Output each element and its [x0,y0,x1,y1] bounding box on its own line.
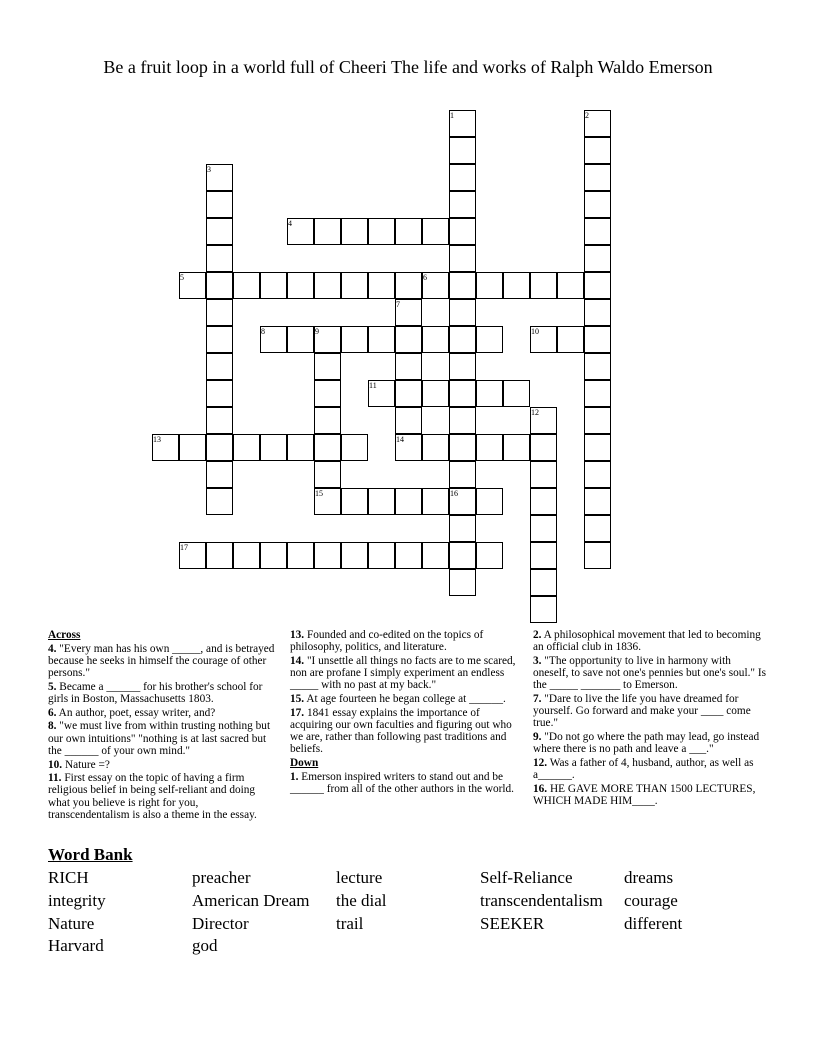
grid-cell[interactable] [503,380,530,407]
grid-cell[interactable] [206,380,233,407]
grid-cell[interactable] [314,407,341,434]
grid-cell[interactable] [395,380,422,407]
clue-across-4: 4. "Every man has his own _____, and is betrayed because he seeks in himself the courage of other persons." [48,642,275,680]
grid-cell[interactable] [233,434,260,461]
word-bank-word: Harvard [48,936,104,955]
grid-cell[interactable] [206,488,233,515]
grid-cell[interactable] [206,461,233,488]
grid-cell[interactable] [584,515,611,542]
clue-number: 6 [423,273,427,282]
clue-across-5: 5. Became a ______ for his brother's school for girls in Boston, Massachusetts 1803. [48,680,263,706]
grid-cell[interactable] [449,218,476,245]
clue-across-13: 13. Founded and co-edited on the topics of philosophy, politics, and literature. [290,629,484,654]
word-bank-word: Nature [48,914,95,933]
grid-cell[interactable] [206,245,233,272]
grid-cell[interactable] [341,434,368,461]
clue-down-12: 12. Was a father of 4, husband, author, as well as a______. [533,757,754,782]
word-bank-word: SEEKER [480,914,545,933]
grid-cell[interactable] [584,488,611,515]
grid-cell[interactable] [530,461,557,488]
grid-cell[interactable] [584,137,611,164]
clue-number: 2 [585,111,589,120]
grid-cell[interactable] [422,380,449,407]
grid-cell[interactable] [233,272,260,299]
grid-cell[interactable] [530,434,557,461]
grid-cell[interactable] [476,434,503,461]
grid-cell[interactable] [530,569,557,596]
clue-number: 7 [396,300,400,309]
word-bank-word: lecture [336,868,383,887]
grid-cell[interactable] [233,542,260,569]
clue-down-1: 1. Emerson inspired writers to stand out and be ______ from all of the other authors in the world. [290,770,515,795]
grid-cell[interactable] [584,407,611,434]
grid-cell[interactable] [503,272,530,299]
clue-across-11: 11. First essay on the topic of having a firm religious belief in being self-reliant and doing what you believe is right for you, transcendentalism is also a theme in the essay. [48,772,257,821]
grid-cell[interactable] [395,353,422,380]
word-bank-word: American Dream [192,891,310,910]
grid-cell[interactable] [530,272,557,299]
grid-cell[interactable] [530,515,557,542]
grid-cell[interactable] [449,245,476,272]
grid-cell[interactable] [395,218,422,245]
grid-cell[interactable] [476,542,503,569]
grid-cell[interactable] [395,542,422,569]
grid-cell[interactable] [584,326,611,353]
grid-cell[interactable] [206,434,233,461]
clue-down-16: 16. HE GAVE MORE THAN 1500 LECTURES, WHICH MADE HIM____. [533,782,756,808]
grid-cell[interactable] [476,380,503,407]
word-bank-word: trail [336,914,364,933]
grid-cell[interactable] [449,272,476,299]
grid-cell[interactable] [449,380,476,407]
word-bank-word: integrity [48,891,106,910]
clue-number: 16 [450,489,458,498]
grid-cell[interactable] [584,299,611,326]
grid-cell[interactable] [314,434,341,461]
clue-number: 11 [369,381,377,390]
grid-cell[interactable] [422,488,449,515]
word-bank-word: dreams [624,868,674,887]
grid-cell[interactable] [584,218,611,245]
clue-across-10: 10. Nature =? [48,758,110,771]
down-heading: Down [290,757,319,770]
grid-cell[interactable] [314,542,341,569]
page-title: Be a fruit loop in a world full of Cheeri The life and works of Ralph Waldo Emerson [103,57,713,77]
clue-number: 13 [153,435,161,444]
clue-number: 5 [180,273,184,282]
grid-cell[interactable] [476,326,503,353]
clue-number: 14 [396,435,404,444]
grid-cell[interactable] [584,353,611,380]
grid-cell[interactable] [530,488,557,515]
clue-down-3: 3. "The opportunity to live in harmony with oneself, to save not one's pennies but one's soul." Is the _____ _______ to Emerson. [533,654,767,692]
grid-cell[interactable] [206,353,233,380]
word-bank-word: RICH [48,868,89,887]
word-bank-title: Word Bank [48,845,133,864]
word-bank-word: god [192,936,218,955]
grid-cell[interactable] [368,542,395,569]
word-bank-word: preacher [192,868,251,887]
clue-number: 3 [207,165,211,174]
grid-cell[interactable] [422,542,449,569]
grid-cell[interactable] [341,542,368,569]
grid-cell[interactable] [206,407,233,434]
clue-number: 12 [531,408,539,417]
grid-cell[interactable] [368,326,395,353]
grid-cell[interactable] [206,299,233,326]
grid-cell[interactable] [260,272,287,299]
grid-cell[interactable] [368,218,395,245]
grid-cell[interactable] [584,380,611,407]
clues-column-1 [48,629,278,823]
grid-cell[interactable] [476,488,503,515]
clue-number: 8 [261,327,265,336]
grid-cell[interactable] [314,272,341,299]
grid-cell[interactable] [557,272,584,299]
word-bank-word: the dial [336,891,387,910]
grid-cell[interactable] [449,164,476,191]
clue-across-8: 8. "we must live from within trusting nothing but our own intuitions" "nothing is at last sacred but the ______ of your own mind." [48,720,271,757]
word-bank-word: Self-Reliance [480,868,573,887]
grid-cell[interactable] [584,245,611,272]
clue-number: 10 [531,327,539,336]
grid-cell[interactable] [341,218,368,245]
grid-cell[interactable] [449,191,476,218]
grid-cell[interactable] [530,542,557,569]
grid-cell[interactable] [584,191,611,218]
grid-cell[interactable] [449,461,476,488]
grid-cell[interactable] [179,434,206,461]
grid-cell[interactable] [449,326,476,353]
grid-cell[interactable] [422,434,449,461]
grid-cell[interactable] [449,299,476,326]
grid-cell[interactable] [449,137,476,164]
grid-cell[interactable] [206,191,233,218]
grid-cell[interactable] [422,218,449,245]
clue-down-7: 7. "Dare to live the life you have dreamed for yourself. Go forward and make your ____ come true." [533,693,751,730]
grid-cell[interactable] [287,434,314,461]
grid-cell[interactable] [341,326,368,353]
clue-number: 15 [315,489,323,498]
grid-cell[interactable] [206,272,233,299]
clue-across-14: 14. "I unsettle all things no facts are to me scared, non are profane I simply experiment an endless _____ with no past at my back." [290,654,516,692]
word-bank-word: courage [624,891,678,910]
grid-cell[interactable] [530,596,557,623]
grid-cell[interactable] [368,488,395,515]
grid-cell[interactable] [260,542,287,569]
grid-cell[interactable] [287,542,314,569]
grid-cell[interactable] [584,542,611,569]
word-bank-word: Director [192,914,249,933]
grid-cell[interactable] [449,542,476,569]
grid-cell[interactable] [449,407,476,434]
word-bank-word: different [624,914,683,933]
clues-column-2 [290,629,522,797]
grid-cell[interactable] [449,353,476,380]
grid-cell[interactable] [341,488,368,515]
clue-across-15: 15. At age fourteen he began college at ______. [290,693,506,706]
grid-cell[interactable] [449,515,476,542]
grid-cell[interactable] [206,542,233,569]
grid-cell[interactable] [584,461,611,488]
grid-cell[interactable] [287,272,314,299]
grid-cell[interactable] [395,326,422,353]
clue-down-2: 2. A philosophical movement that led to becoming an official club in 1836. [533,629,761,654]
clue-down-9: 9. "Do not go where the path may lead, go instead where there is no path and leave a ___." [533,731,760,756]
grid-cell[interactable] [584,272,611,299]
grid-cell[interactable] [584,434,611,461]
grid-cell[interactable] [557,326,584,353]
grid-cell[interactable] [395,407,422,434]
across-heading: Across [48,629,81,641]
grid-cell[interactable] [314,380,341,407]
grid-cell[interactable] [206,326,233,353]
grid-cell[interactable] [503,434,530,461]
grid-cell[interactable] [260,434,287,461]
grid-cell[interactable] [422,326,449,353]
clue-number: 9 [315,327,319,336]
clue-number: 4 [288,219,292,228]
clue-number: 17 [180,543,188,552]
grid-cell[interactable] [395,272,422,299]
grid-cell[interactable] [206,218,233,245]
grid-cell[interactable] [314,218,341,245]
grid-cell[interactable] [341,272,368,299]
clue-across-17: 17. 1841 essay explains the importance of acquiring our own faculties and figuring out who we are, rather than following past traditions and beliefs. [290,706,512,756]
grid-cell[interactable] [314,461,341,488]
grid-cell[interactable] [368,272,395,299]
grid-cell[interactable] [449,434,476,461]
grid-cell[interactable] [476,272,503,299]
word-bank-word: transcendentalism [480,891,603,910]
grid-cell[interactable] [287,326,314,353]
clue-across-6: 6. An author, poet, essay writer, and? [48,706,216,719]
grid-cell[interactable] [584,164,611,191]
grid-cell[interactable] [449,569,476,596]
clues-column-3 [533,629,768,809]
grid-cell[interactable] [314,353,341,380]
clue-number: 1 [450,111,454,120]
grid-cell[interactable] [395,488,422,515]
